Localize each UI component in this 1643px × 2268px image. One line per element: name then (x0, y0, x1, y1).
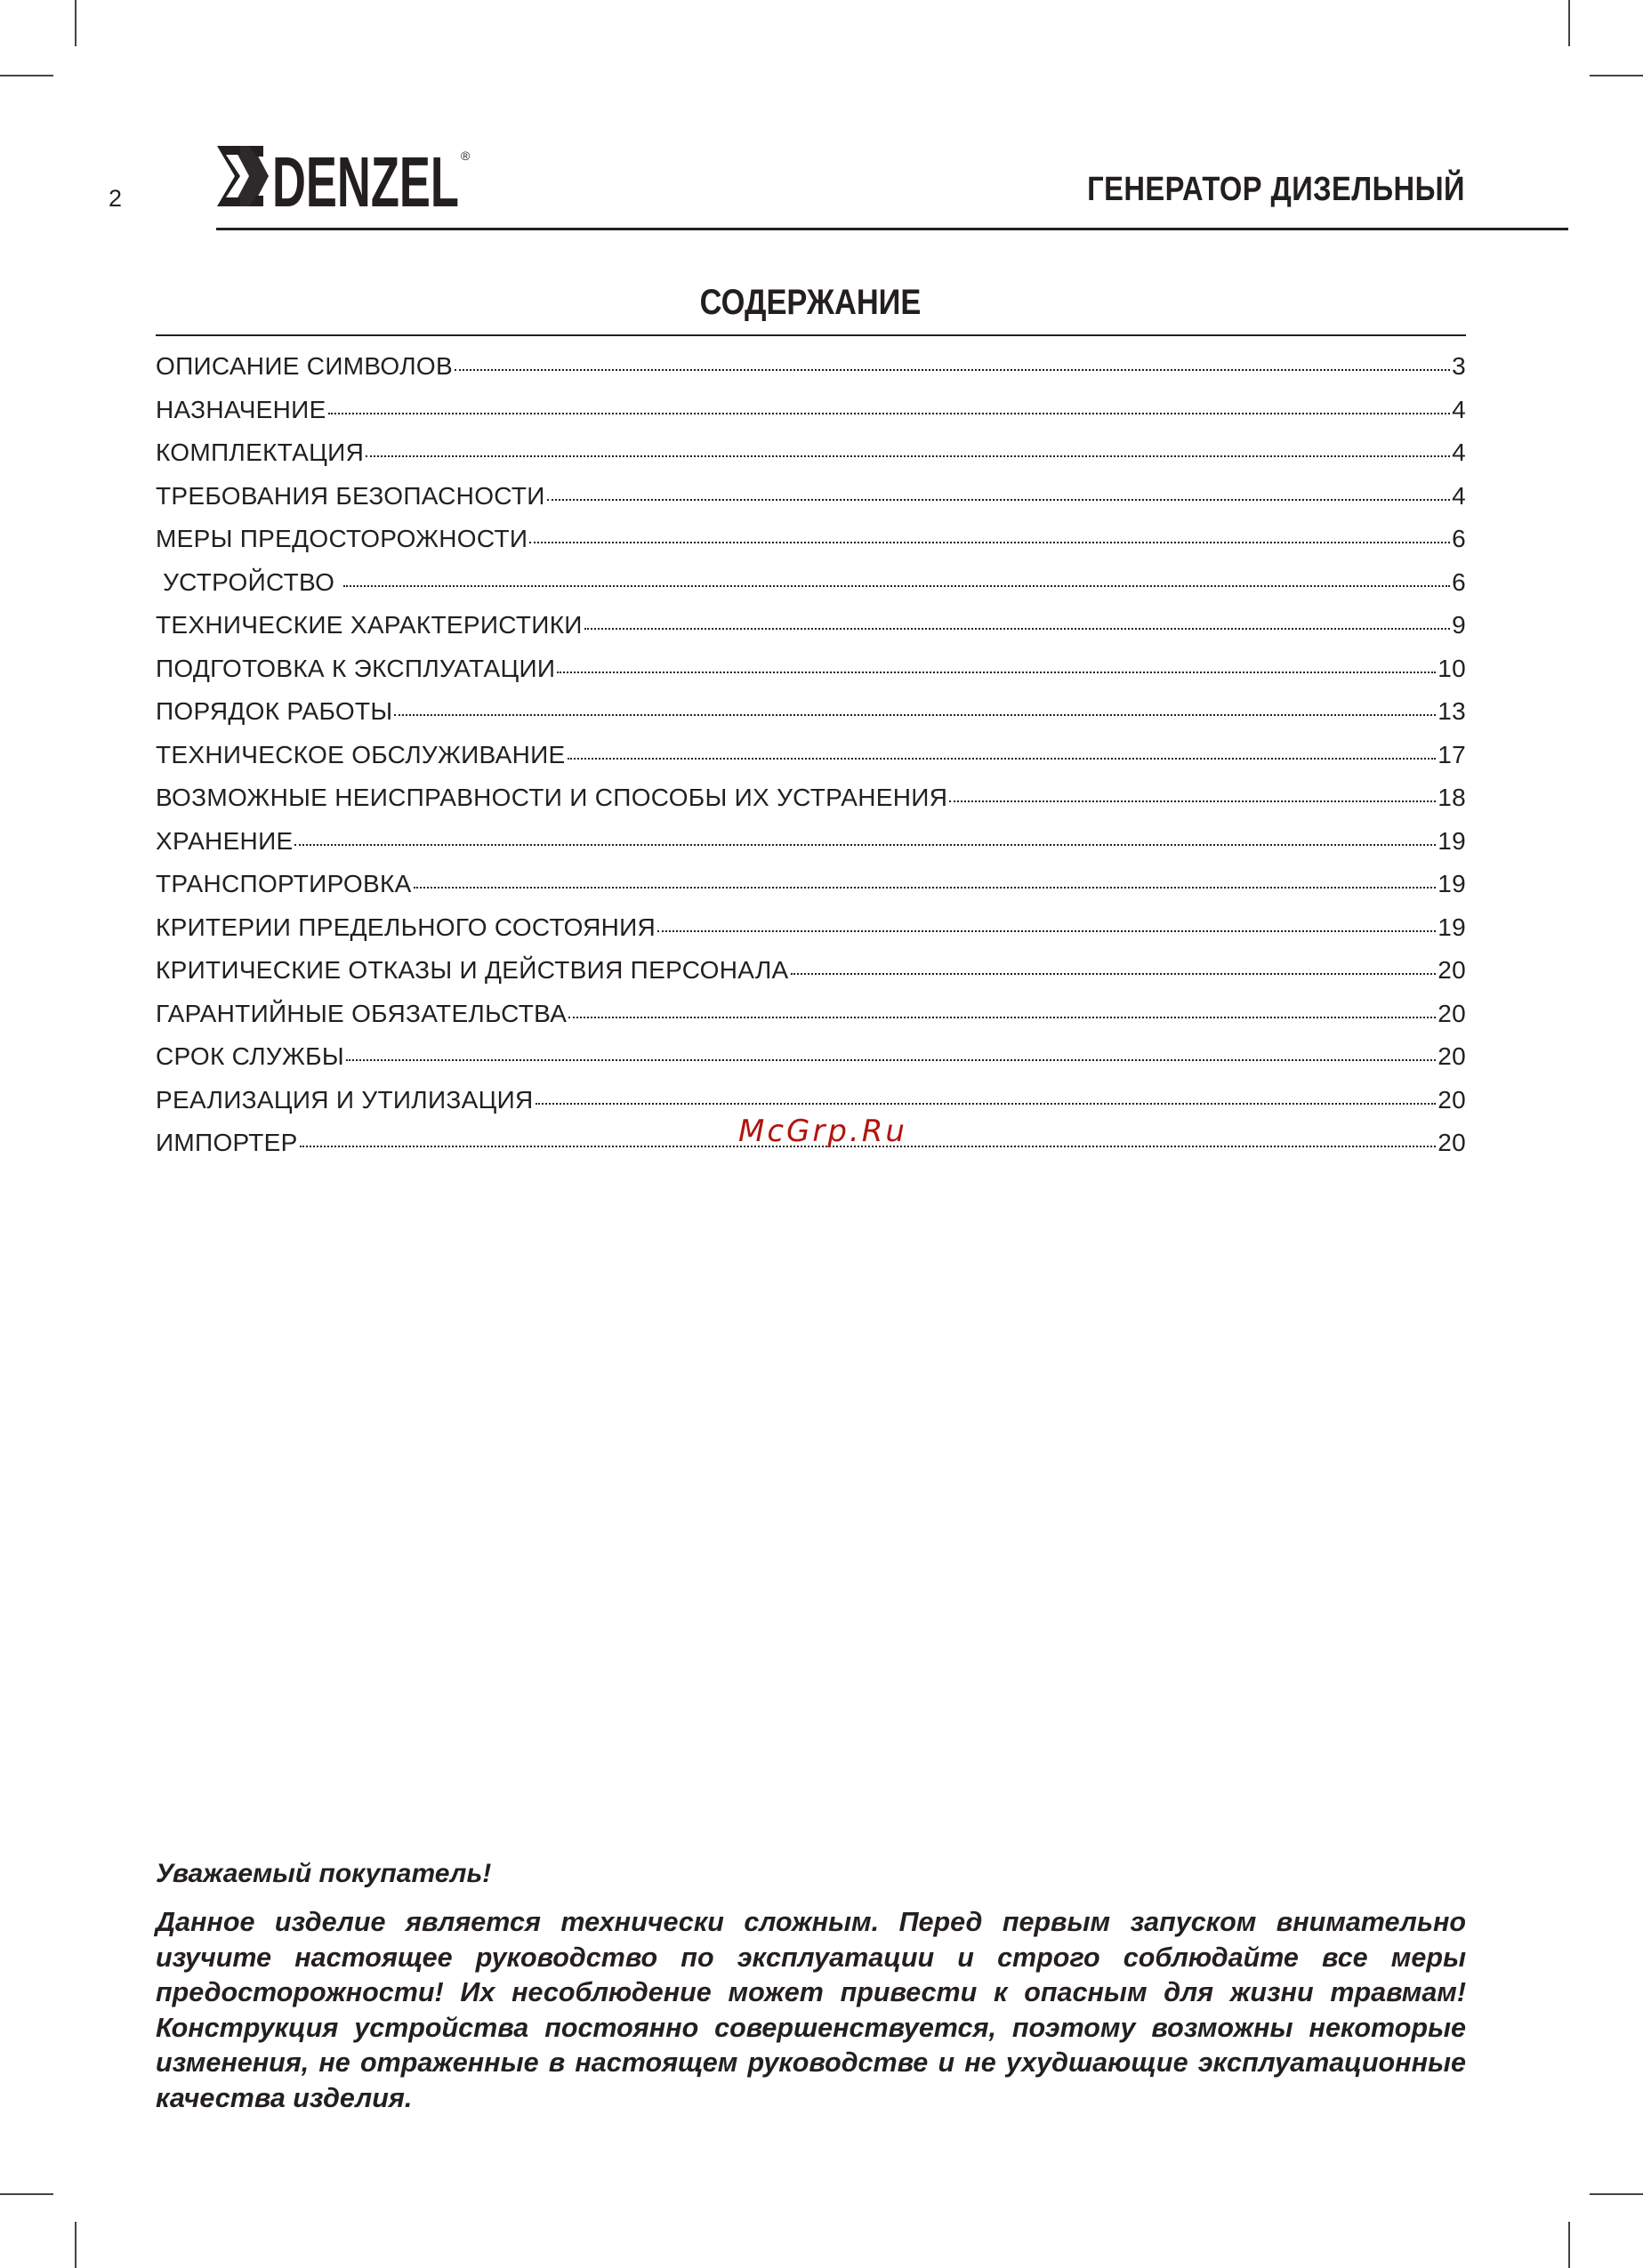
toc-entry[interactable] (156, 352, 1466, 396)
crop-mark (1590, 75, 1643, 76)
dot-leader (294, 842, 1436, 846)
toc-label: ТРАНСПОРТИРОВКА (156, 870, 412, 897)
toc-entry[interactable] (156, 827, 1466, 871)
dot-leader (536, 1101, 1437, 1105)
toc-entry[interactable] (156, 396, 1466, 439)
toc-page-number: 18 (1438, 784, 1466, 811)
toc-label: РЕАЛИЗАЦИЯ И УТИЛИЗАЦИЯ (156, 1085, 534, 1114)
toc-entry[interactable] (156, 956, 1466, 1000)
toc-label: КРИТИЧЕСКИЕ ОТКАЗЫ И ДЕЙСТВИЯ ПЕРСОНАЛА (156, 956, 789, 984)
watermark: McGrp.Ru (738, 1114, 907, 1149)
toc-page-number: 19 (1438, 870, 1466, 897)
crop-mark (1590, 2193, 1643, 2195)
toc-page-number: 20 (1438, 1042, 1466, 1070)
toc-page-number: 20 (1438, 1085, 1466, 1114)
toc-entry[interactable] (156, 655, 1466, 698)
toc-page-number: 13 (1438, 697, 1466, 725)
toc-label: ТЕХНИЧЕСКОЕ ОБСЛУЖИВАНИЕ (156, 740, 566, 768)
toc-label: ИМПОРТЕР (156, 1129, 298, 1156)
toc-label: ХРАНЕНИЕ (156, 826, 294, 855)
customer-notice (156, 1859, 1466, 2116)
toc-entry[interactable] (156, 568, 1466, 612)
toc-page-number: 20 (1438, 999, 1466, 1027)
toc-page-number: 3 (1452, 352, 1466, 380)
toc-entry[interactable] (156, 611, 1466, 655)
table-of-contents (156, 352, 1466, 1172)
brand-wordmark: DENZEL (272, 142, 459, 221)
toc-entry[interactable] (156, 482, 1466, 526)
toc-page-number: 17 (1438, 740, 1466, 768)
denzel-logo-icon (213, 141, 480, 221)
toc-page-number: 4 (1452, 438, 1466, 466)
dot-leader (949, 799, 1436, 802)
toc-label: МЕРЫ ПРЕДОСТОРОЖНОСТИ (156, 525, 528, 552)
contents-heading: СОДЕРЖАНИЕ (699, 283, 922, 322)
toc-label: ПОДГОТОВКА К ЭКСПЛУАТАЦИИ (156, 654, 556, 682)
toc-page-number: 4 (1452, 395, 1466, 423)
dot-leader (346, 1058, 1436, 1061)
crop-mark (75, 0, 77, 46)
toc-page-number: 6 (1452, 525, 1466, 552)
brand-logo (213, 141, 480, 221)
header-divider (216, 228, 1568, 230)
toc-label: КРИТЕРИИ ПРЕДЕЛЬНОГО СОСТОЯНИЯ (156, 913, 656, 941)
toc-page-number: 19 (1438, 826, 1466, 855)
page-number: 2 (109, 185, 123, 212)
registered-mark: ® (461, 149, 471, 163)
dot-leader (547, 497, 1450, 501)
dot-leader (328, 411, 1451, 414)
dot-leader (557, 670, 1436, 673)
toc-label: ГАРАНТИЙНЫЕ ОБЯЗАТЕЛЬСТВА (156, 999, 568, 1027)
crop-mark (0, 75, 53, 76)
toc-entry[interactable] (156, 913, 1466, 957)
toc-label: КОМПЛЕКТАЦИЯ (156, 438, 365, 466)
dot-leader (584, 626, 1450, 630)
dot-leader (568, 756, 1437, 760)
toc-label: ТРЕБОВАНИЯ БЕЗОПАСНОСТИ (156, 481, 545, 510)
toc-label: УСТРОЙСТВО (156, 567, 342, 596)
toc-page-number: 19 (1438, 913, 1466, 941)
toc-label: ПОРЯДОК РАБОТЫ (156, 697, 393, 725)
toc-page-number: 20 (1438, 1129, 1466, 1156)
document-title: ГЕНЕРАТОР ДИЗЕЛЬНЫЙ (1087, 171, 1465, 208)
toc-label: ВОЗМОЖНЫЕ НЕИСПРАВНОСТИ И СПОСОБЫ ИХ УСТРАНЕНИЯ (156, 784, 948, 811)
crop-mark (75, 2222, 77, 2268)
toc-entry[interactable] (156, 438, 1466, 482)
toc-page-number: 10 (1438, 654, 1466, 682)
toc-page-number: 4 (1452, 481, 1466, 510)
crop-mark (1568, 2222, 1570, 2268)
crop-mark (0, 2193, 53, 2195)
dot-leader (568, 1015, 1436, 1018)
toc-entry[interactable] (156, 525, 1466, 568)
dot-leader (657, 929, 1436, 932)
toc-label: СРОК СЛУЖБЫ (156, 1042, 344, 1070)
toc-label: НАЗНАЧЕНИЕ (156, 395, 326, 423)
dot-leader (455, 367, 1450, 371)
toc-label: ТЕХНИЧЕСКИЕ ХАРАКТЕРИСТИКИ (156, 611, 583, 639)
toc-entry[interactable] (156, 1000, 1466, 1043)
toc-entry[interactable] (156, 870, 1466, 913)
dot-leader (414, 885, 1437, 889)
toc-entry[interactable] (156, 741, 1466, 784)
toc-entry[interactable] (156, 784, 1466, 827)
toc-entry[interactable] (156, 697, 1466, 741)
toc-label: ОПИСАНИЕ СИМВОЛОВ (156, 352, 453, 380)
toc-page-number: 6 (1452, 567, 1466, 596)
crop-mark (1568, 0, 1570, 46)
notice-greeting: Уважаемый покупатель! (156, 1859, 492, 1888)
notice-body: Данное изделие является технически сложным. Перед первым запуском внимательно изучите настоящее руководство по эксплуатации и строго соблюдайте все меры предосторожности! Их несоблюдение может привести к опасным для жизни травмам! Конструкция устройства постоянно совершенствуется, поэтому возможны некоторые изменения, не отраженные в настоящем руководстве и не ухудшающие эксплуатационные качества изделия. (156, 1907, 1466, 2113)
toc-page-number: 20 (1438, 956, 1466, 984)
dot-leader (366, 454, 1450, 457)
toc-page-number: 9 (1452, 611, 1466, 639)
dot-leader (529, 540, 1450, 543)
dot-leader (394, 712, 1436, 716)
dot-leader (343, 583, 1450, 587)
contents-divider (156, 334, 1466, 336)
dot-leader (791, 971, 1437, 975)
toc-entry[interactable] (156, 1042, 1466, 1086)
